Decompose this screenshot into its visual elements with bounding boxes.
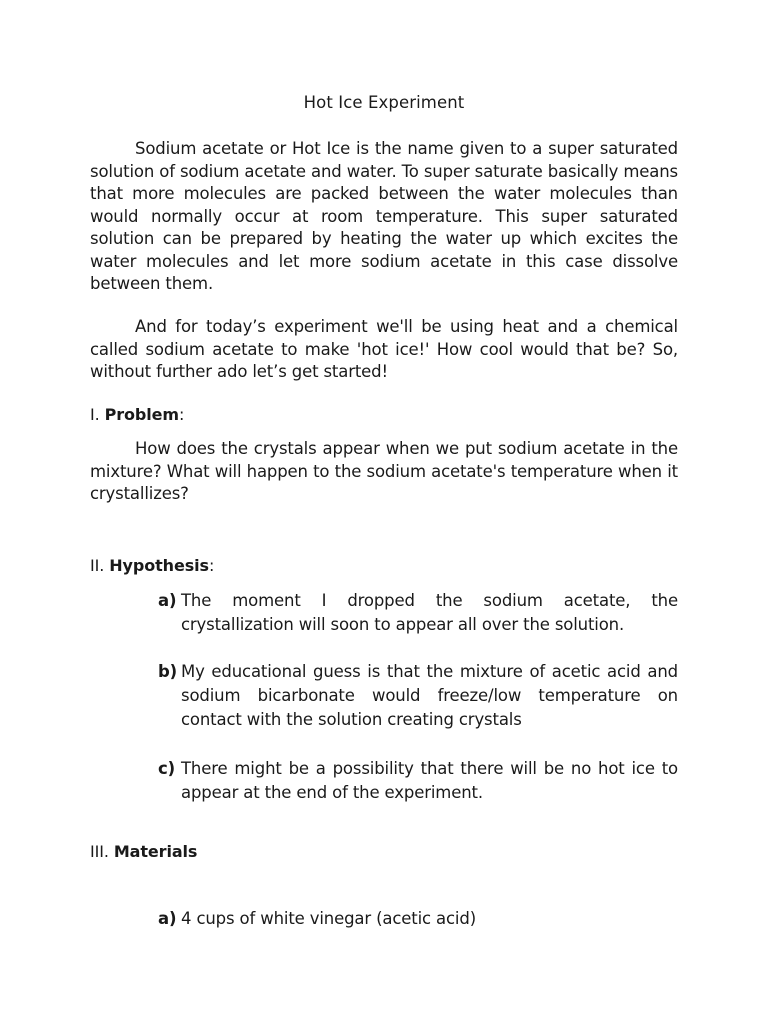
hypothesis-item	[158, 757, 678, 805]
problem-heading	[90, 405, 184, 424]
hypothesis-item	[158, 589, 678, 637]
intro-paragraph: And for today’s experiment we'll be using heat and a chemical called sodium acetate to make 'hot ice!' How cool would that be? So, without further ado let’s get started!	[90, 317, 678, 381]
materials-item	[158, 907, 678, 931]
hypothesis-suffix: :	[208, 556, 215, 575]
list-marker: a)	[158, 591, 177, 610]
materials-number: III.	[90, 842, 109, 861]
list-item-text: There might be a possibility that there will be no hot ice to appear at the end of the experiment.	[181, 759, 678, 802]
problem-text: How does the crystals appear when we put sodium acetate in the mixture? What will happen to the sodium acetate's temperature when it crystallizes?	[90, 439, 678, 503]
list-item-text: The moment I dropped the sodium acetate, the crystallization will soon to appear all over the solution.	[181, 591, 678, 634]
list-item-text: 4 cups of white vinegar (acetic acid)	[181, 909, 476, 928]
problem-number: I.	[90, 405, 100, 424]
list-marker: c)	[158, 759, 176, 778]
hypothesis-heading	[90, 556, 214, 575]
problem-suffix: :	[178, 405, 185, 424]
problem-label: Problem	[104, 405, 179, 424]
hypothesis-label: Hypothesis	[109, 556, 209, 575]
list-item-text: My educational guess is that the mixture of acetic acid and sodium bicarbonate would freeze/low temperature on contact with the solution creating crystals	[181, 662, 678, 729]
list-marker: b)	[158, 662, 178, 681]
intro-paragraph: Sodium acetate or Hot Ice is the name given to a super saturated solution of sodium acetate and water. To super saturate basically means that more molecules are packed between the water molecules than would normally occur at room temperature. This super saturated solution can be prepared by heating the water up which excites the water molecules and let more sodium acetate in this case dissolve between them.	[90, 139, 678, 293]
list-marker: a)	[158, 909, 177, 928]
materials-heading	[90, 842, 197, 861]
hypothesis-number: II.	[90, 556, 105, 575]
hypothesis-item	[158, 660, 678, 732]
materials-label: Materials	[113, 842, 198, 861]
document-title: Hot Ice Experiment	[303, 93, 465, 112]
